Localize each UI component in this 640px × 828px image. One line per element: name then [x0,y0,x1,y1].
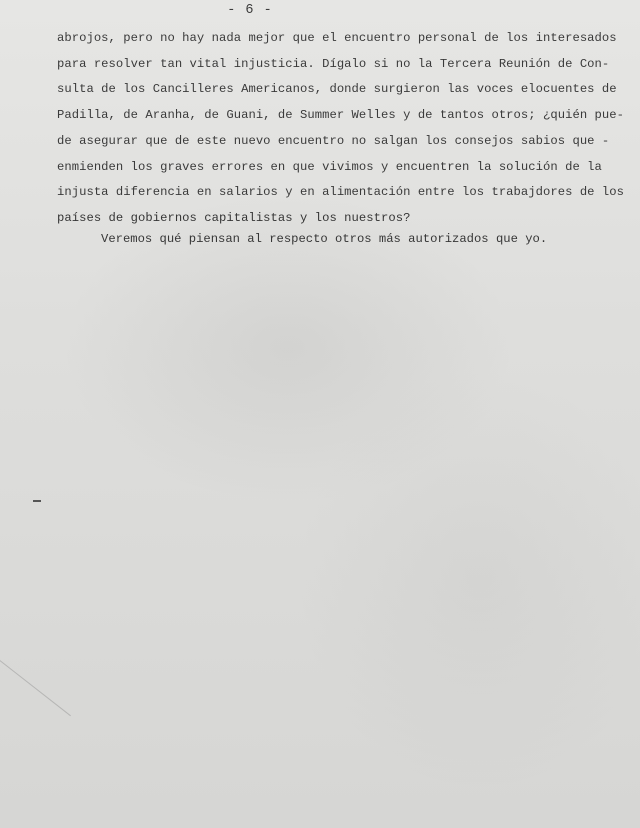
paragraph-line: para resolver tan vital injusticia. Dígalo si no la Tercera Reunión de Con- [57,56,610,71]
page-number: - 6 - [227,3,273,18]
closing-paragraph: Veremos qué piensan al respecto otros más autorizados que yo. [101,232,548,246]
paper-crease [0,660,71,716]
margin-mark [33,500,41,502]
paragraph-line: Padilla, de Aranha, de Guani, de Summer Welles y de tantos otros; ¿quién pue- [57,108,625,123]
paragraph-line: países de gobiernos capitalistas y los nuestros? [57,210,411,225]
body-paragraph [57,26,637,232]
paragraph-line: enmienden los graves errores en que vivimos y encuentren la solución de la [57,159,602,174]
paragraph-line: de asegurar que de este nuevo encuentro no salgan los consejos sabios que - [57,133,610,148]
paragraph-line: sulta de los Cancilleres Americanos, donde surgieron las voces elocuentes de [57,82,617,97]
paragraph-line: injusta diferencia en salarios y en alimentación entre los trabajdores de los [57,185,625,200]
paragraph-line: abrojos, pero no hay nada mejor que el encuentro personal de los interesados [57,31,617,45]
